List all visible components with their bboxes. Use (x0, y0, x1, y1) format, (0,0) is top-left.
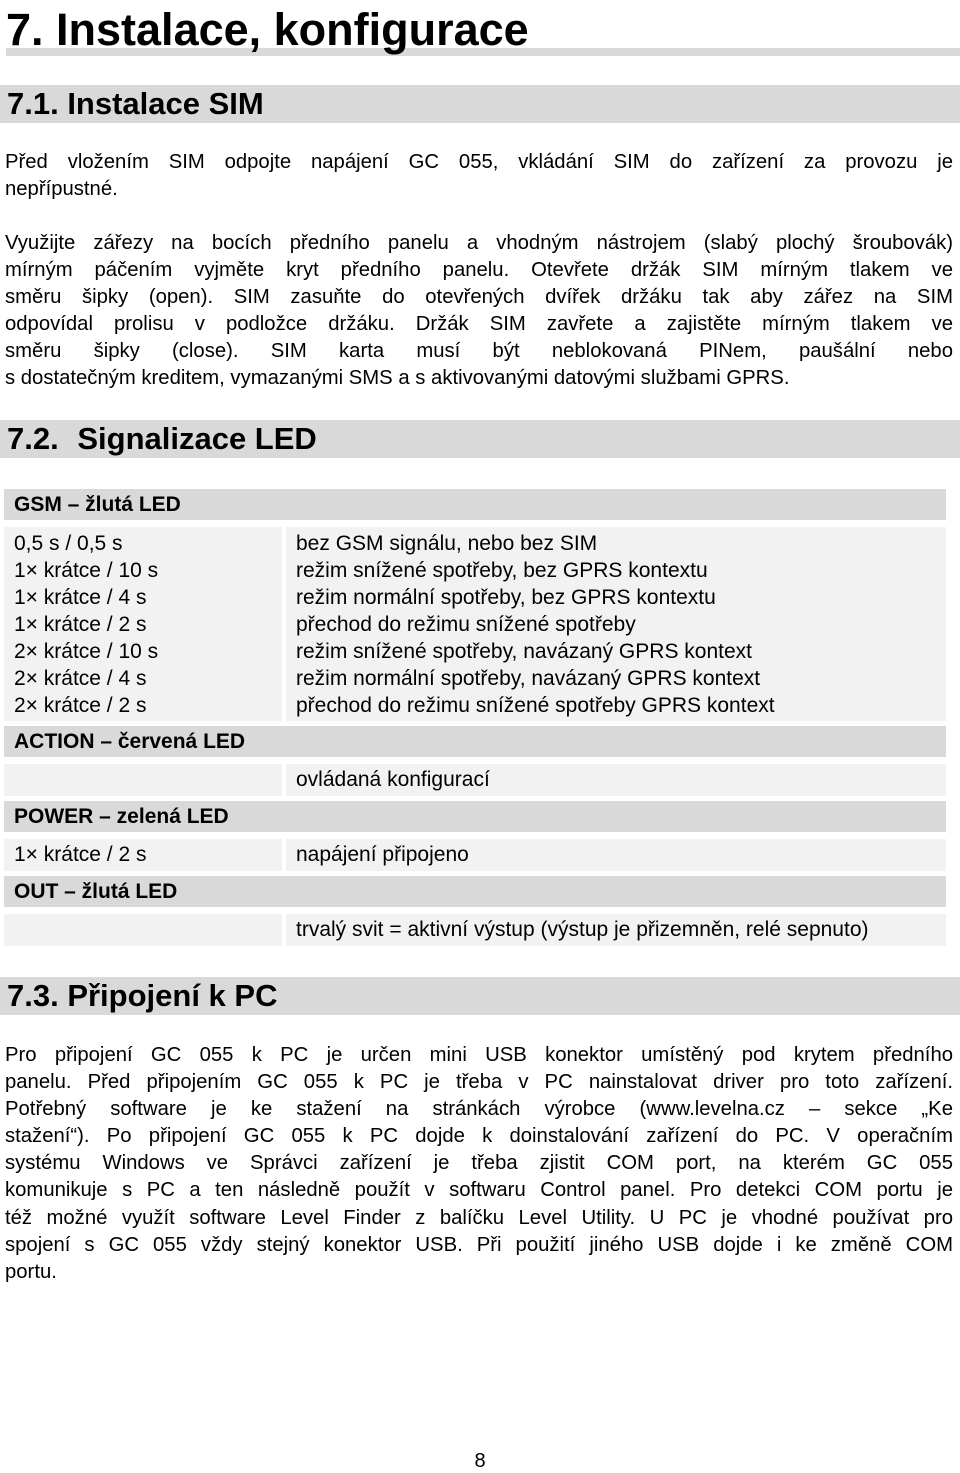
gsm-meaning: přechod do režimu snížené spotřeby (296, 613, 636, 636)
section-title-led (0, 420, 960, 458)
gsm-meaning: režim snížené spotřeby, bez GPRS kontextu (296, 559, 708, 582)
action-timing (4, 764, 282, 796)
gsm-meaning: režim snížené spotřeby, navázaný GPRS kontext (296, 640, 752, 663)
paragraph-sim-procedure (5, 230, 953, 393)
action-meaning: ovládaná konfigurací (286, 764, 946, 796)
text-line: též možné využít software Level Finder z balíčku Level Utility. U PC je vhodné používat pro (5, 1206, 953, 1229)
text-line: směru šipky (close). SIM karta musí být neblokovaná PINem, paušální nebo (5, 340, 953, 363)
gsm-timing: 0,5 s / 0,5 s (14, 532, 123, 555)
text-line: s dostatečným kreditem, vymazanými SMS a s aktivovanými datovými službami GPRS. (5, 367, 790, 390)
text-line: systému Windows ve Správci zařízení je třeba zjistit COM port, na kterém GC 055 (5, 1152, 953, 1175)
gsm-timing: 2× krátce / 10 s (14, 640, 159, 663)
led-header-out: OUT – žlutá LED (4, 876, 946, 907)
text-line: odpovídal prolisu v podložce držáku. Držák SIM zavřete a zajistěte mírným tlakem ve (5, 313, 953, 336)
gsm-timing-column (4, 527, 282, 721)
text-line: portu. (5, 1260, 57, 1283)
text-line: Využijte zářezy na bocích předního panelu a vhodným nástrojem (slabý plochý šroubovák) (5, 232, 953, 254)
gsm-meaning: režim normální spotřeby, navázaný GPRS kontext (296, 667, 761, 690)
gsm-timing: 1× krátce / 10 s (14, 559, 159, 582)
gsm-timing: 2× krátce / 4 s (14, 667, 147, 690)
text-line: Potřebný software je ke stažení na stránkách výrobce (www.levelna.cz – sekce „Ke (5, 1098, 953, 1121)
page-number: 8 (474, 1450, 486, 1472)
text-line: spojení s GC 055 vždy stejný konektor USB. Při použití jiného USB dojde i ke změně COM (5, 1233, 953, 1256)
gsm-meaning-column (286, 527, 946, 721)
out-timing (4, 914, 282, 946)
section-number: 7.2. (7, 421, 59, 456)
gsm-timing: 1× krátce / 2 s (14, 613, 147, 636)
gsm-timing: 2× krátce / 2 s (14, 694, 147, 717)
led-header-gsm: GSM – žlutá LED (4, 489, 946, 520)
text-line: komunikuje s PC a ten následně použít v softwaru Control panel. Pro detekci COM portu je (5, 1179, 953, 1202)
power-meaning: napájení připojeno (286, 839, 946, 871)
gsm-meaning: přechod do režimu snížené spotřeby GPRS kontext (296, 694, 775, 717)
text-line: směru šipky (open). SIM zasuňte do otevřených dvířek držáku tak aby zářez na SIM (5, 286, 953, 309)
power-timing: 1× krátce / 2 s (4, 839, 282, 871)
paragraph-sim-warning (5, 149, 953, 203)
text-line: stažení“). Po připojení GC 055 k PC dojde k doinstalování zařízení do PC. V operačním (5, 1125, 953, 1148)
paragraph-pc-connection (5, 1042, 953, 1286)
led-header-power: POWER – zelená LED (4, 801, 946, 832)
gsm-timing: 1× krátce / 4 s (14, 586, 147, 609)
text-line: mírným páčením vyjměte kryt předního panelu. Otevřete držák SIM mírným tlakem ve (5, 259, 953, 282)
text-line: panelu. Před připojením GC 055 k PC je třeba v PC nainstalovat driver pro toto zařízení. (5, 1071, 953, 1094)
out-meaning: trvalý svit = aktivní výstup (výstup je přizemněn, relé sepnuto) (286, 914, 946, 946)
section-name: Signalizace LED (77, 421, 317, 456)
chapter-title: 7. Instalace, konfigurace (6, 4, 960, 56)
section-title-sim-install: 7.1. Instalace SIM (0, 85, 960, 123)
text-line: nepřípustné. (5, 178, 118, 201)
section-title-pc-connection: 7.3. Připojení k PC (0, 977, 960, 1015)
text-line: Pro připojení GC 055 k PC je určen mini USB konektor umístěný pod krytem předního (5, 1044, 953, 1066)
text-line: Před vložením SIM odpojte napájení GC 055, vkládání SIM do zařízení za provozu je (5, 151, 953, 173)
gsm-meaning: bez GSM signálu, nebo bez SIM (296, 532, 598, 555)
gsm-meaning: režim normální spotřeby, bez GPRS kontextu (296, 586, 716, 609)
led-header-action: ACTION – červená LED (4, 726, 946, 757)
